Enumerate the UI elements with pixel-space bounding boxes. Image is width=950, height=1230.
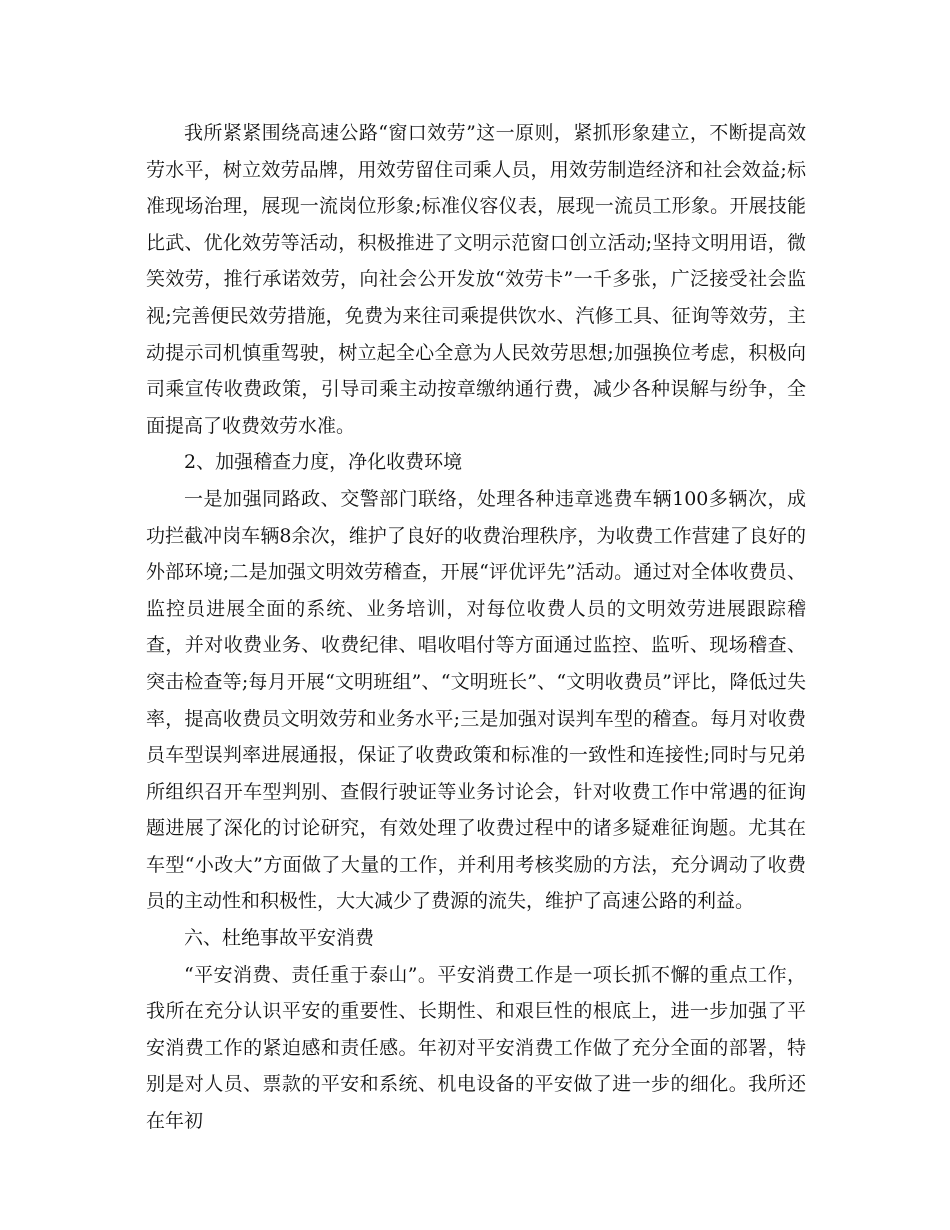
section-heading-inspection: 2、加强稽查力度，净化收费环境 [184,451,463,474]
paragraph-safety: “平安消费、责任重于泰山”。平安消费工作是一项长抓不懈的重点工作，我所在充分认识平安的重要性、长期性、和艰巨性的根底上，进一步加强了平安消费工作的紧迫感和责任感。年初对平安消费工作做了充分全面的部署，特别是对人员、票款的平安和系统、机电设备的平安做了进一步的细化。我所还在年初 [146,963,806,1133]
section-heading-safety: 六、杜绝事故平安消费 [184,927,375,950]
paragraph-inspection: 一是加强同路政、交警部门联络，处理各种违章逃费车辆100多辆次，成功拦截冲岗车辆8余次，维护了良好的收费治理秩序，为收费工作营建了良好的外部环境;二是加强文明效劳稽查，开展“评优评先”活动。通过对全体收费员、监控员进展全面的系统、业务培训，对每位收费人员的文明效劳进展跟踪稽查，并对收费业务、收费纪律、唱收唱付等方面通过监控、监听、现场稽查、突击检查等;每月开展“文明班组”、“文明班长”、“文明收费员”评比，降低过失率，提高收费员文明效劳和业务水平;三是加强对误判车型的稽查。每月对收费员车型误判率进展通报，保证了收费政策和标准的一致性和连接性;同时与兄弟所组织召开车型判别、查假行驶证等业务讨论会，针对收费工作中常遇的征询题进展了深化的讨论研究，有效处理了收费过程中的诸多疑难征询题。尤其在车型“小改大”方面做了大量的工作，并利用考核奖励的方法，充分调动了收费员的主动性和积极性，大大减少了费源的流失，维护了高速公路的利益。 [146,487,806,913]
document-page [146,115,806,1140]
paragraph-window-service: 我所紧紧围绕高速公路“窗口效劳”这一原则，紧抓形象建立，不断提高效劳水平，树立效劳品牌，用效劳留住司乘人员，用效劳制造经济和社会效益;标准现场治理，展现一流岗位形象;标准仪容仪表，展现一流员工形象。开展技能比武、优化效劳等活动，积极推进了文明示范窗口创立活动;坚持文明用语，微笑效劳，推行承诺效劳，向社会公开发放“效劳卡”一千多张，广泛接受社会监视;完善便民效劳措施，免费为来往司乘提供饮水、汽修工具、征询等效劳，主动提示司机慎重驾驶，树立起全心全意为人民效劳思想;加强换位考虑，积极向司乘宣传收费政策，引导司乘主动按章缴纳通行费，减少各种误解与纷争，全面提高了收费效劳水准。 [146,122,806,437]
